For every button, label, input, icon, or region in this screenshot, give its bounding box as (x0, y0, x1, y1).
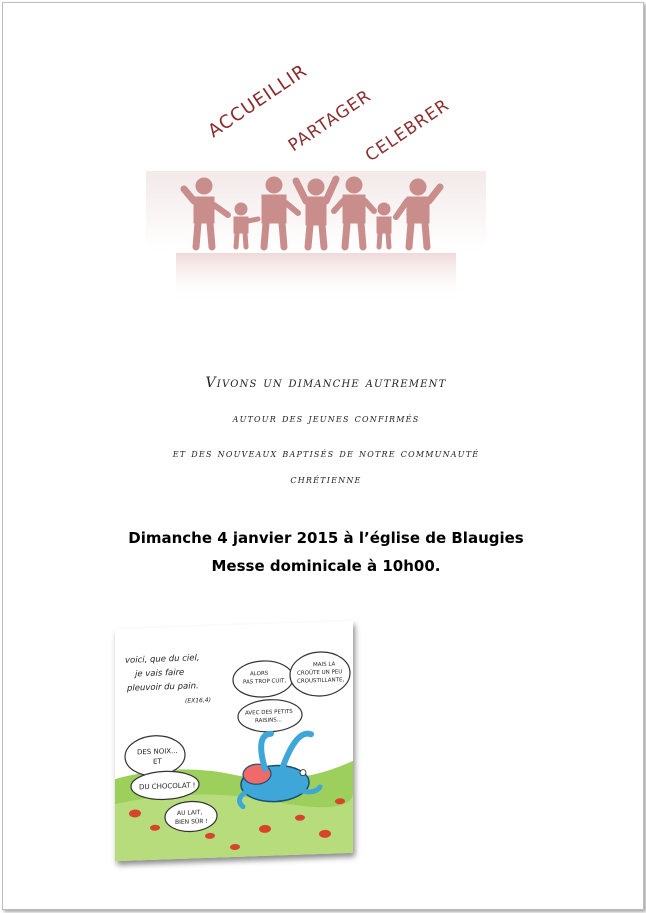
bubble-top-right2-l1: MAIS LA (313, 661, 336, 669)
bubble-left1-l1: DES NOIX... (137, 746, 178, 757)
bubble-left1-l2: ET (153, 757, 162, 766)
bubble-top-right2-l3: CROUSTILLANTE, (297, 677, 345, 685)
family-figures-logo (146, 171, 486, 311)
bubble-bottom-l1: AU LAIT, (177, 809, 203, 817)
intro-line-2: autour des jeunes confirmés (232, 411, 420, 425)
intro-line-4: chrétienne (290, 472, 362, 486)
logo-word-partager: PARTAGER (284, 86, 376, 156)
cartoon-illustration (115, 621, 353, 861)
logo-word-celebrer: CELEBRER (361, 95, 454, 166)
quote-line-4: (EX16,4) (185, 696, 211, 705)
intro-line-1: Vivons un dimanche autrement (205, 375, 447, 391)
bubble-mid-l1: AVEC DES PETITS (245, 708, 293, 717)
intro-line-3: et des nouveaux baptisés de notre communauté (172, 446, 480, 460)
quote-line-3: pleuvoir du pain. (127, 681, 199, 694)
quote-line-1: voici, que du ciel, (125, 653, 200, 666)
logo-word-accueillir: ACCUEILLIR (204, 60, 312, 143)
quote-line-2: je vais faire (135, 667, 185, 680)
event-mass-time: Messe dominicale à 10h00. (211, 557, 441, 575)
bubble-left2-l1: DU CHOCOLAT ! (139, 781, 196, 792)
document-page (2, 2, 644, 910)
event-date-place: Dimanche 4 janvier 2015 à l’église de Blaugies (128, 529, 524, 547)
bubble-top-right-l2: PAS TROP CUIT, (243, 678, 287, 686)
bubble-top-right2-l2: CROÛTE UN PEU (297, 669, 343, 677)
bubble-mid-l2: RAISINS... (255, 717, 282, 725)
bubble-bottom-l2: BIEN SÛR ! (175, 817, 208, 827)
bubble-top-right-l1: ALORS (250, 670, 269, 678)
